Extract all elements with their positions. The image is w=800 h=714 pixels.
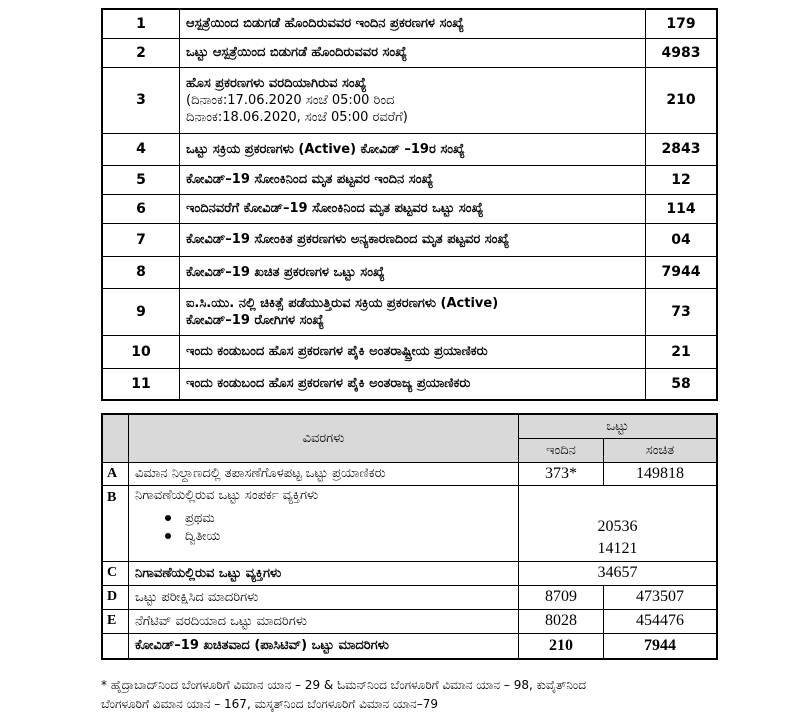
bullet-item (165, 511, 512, 526)
row-value: 12 (646, 165, 718, 194)
row-today: 8709 (519, 585, 604, 609)
header-details: ವಿವರಗಳು (129, 414, 519, 462)
row-description: ಒಟ್ಟು ಸಕ್ರಿಯ ಪ್ರಕರಣಗಳು (Active) ಕೋವಿಡ್ –19ರ ಸಂಖ್ಯೆ (180, 133, 646, 165)
table-row (102, 485, 717, 561)
table-row (102, 223, 717, 256)
row-description (129, 485, 519, 561)
table-row (102, 368, 717, 400)
table-row (102, 609, 717, 633)
row-number: 7 (102, 223, 180, 256)
row-number: 11 (102, 368, 180, 400)
bullet-dot (165, 533, 171, 539)
row-number: 6 (102, 194, 180, 223)
row-description-line3: ದಿನಾಂಕ:18.06.2020, ಸಂಜೆ 05:00 ರವರೆಗೆ) (186, 109, 408, 125)
row-description: ಒಟ್ಟು ಆಸ್ಪತ್ರೆಯಿಂದ ಬಿಡುಗಡೆ ಹೊಂದಿರುವವರ ಸಂಖ್ಯೆ (180, 38, 646, 67)
row-description: ವಿಮಾನ ನಿಲ್ದಾಣದಲ್ಲಿ ತಪಾಸಣೆಗೊಳಪಟ್ಟ ಒಟ್ಟು ಪ್ರಯಾಣಿಕರು (129, 462, 519, 485)
row-value: 58 (646, 368, 718, 400)
secondary-value: 14121 (597, 539, 638, 557)
row-value: 210 (646, 67, 718, 133)
row-cumulative: 454476 (604, 609, 718, 633)
header-total: ಒಟ್ಟು (519, 414, 718, 438)
row-label: C (102, 561, 129, 585)
row-label: A (102, 462, 129, 485)
row-description: ಆಸ್ಪತ್ರೆಯಿಂದ ಬಿಡುಗಡೆ ಹೊಂದಿರುವವರ ಇಂದಿನ ಪ್ರಕರಣಗಳ ಸಂಖ್ಯೆ (180, 9, 646, 38)
row-today: 8028 (519, 609, 604, 633)
row-number: 10 (102, 335, 180, 368)
table-row (102, 256, 717, 288)
row-description: ಇಂದು ಕಂಡುಬಂದ ಹೊಸ ಪ್ರಕರಣಗಳ ಪೈಕಿ ಅಂತರಾಜ್ಯ ಪ್ರಯಾಣಿಕರು (180, 368, 646, 400)
row-today: 210 (519, 633, 604, 659)
header-cumulative: ಸಂಚಿತ (604, 438, 718, 462)
bullet-dot (165, 515, 171, 521)
table-row (102, 288, 717, 335)
row-value: 114 (646, 194, 718, 223)
row-description (180, 67, 646, 133)
table-row (102, 633, 717, 659)
row-value: 73 (646, 288, 718, 335)
surveillance-table (101, 413, 718, 660)
primary-label: ಪ್ರಥಮ (185, 510, 215, 526)
row-description: ಕೋವಿಡ್–19 ಸೋಂಕಿತ ಪ್ರಕರಣಗಳು ಅನ್ಯಕಾರಣದಿಂದ ಮೃತ ಪಟ್ಟವರ ಸಂಖ್ಯೆ (180, 223, 646, 256)
row-description: ಕೋವಿಡ್–19 ಖಚಿತವಾದ (ಪಾಸಿಟಿವ್) ಒಟ್ಟು ಮಾದರಿಗಳು (129, 633, 519, 659)
row-value: 179 (646, 9, 718, 38)
row-value: 34657 (519, 561, 718, 585)
row-description: ಇಂದು ಕಂಡುಬಂದ ಹೊಸ ಪ್ರಕರಣಗಳ ಪೈಕಿ ಅಂತರಾಷ್ಟ್ರೀಯ ಪ್ರಯಾಣಿಕರು (180, 335, 646, 368)
row-number: 9 (102, 288, 180, 335)
table-header-row (102, 414, 717, 438)
covid-summary-table (101, 8, 718, 401)
row-description: ನೆಗೆಟಿವ್ ವರದಿಯಾದ ಒಟ್ಟು ಮಾದರಿಗಳು (129, 609, 519, 633)
row-label: B (102, 485, 129, 561)
table-row (102, 133, 717, 165)
row-value: 7944 (646, 256, 718, 288)
row-value: 2843 (646, 133, 718, 165)
row-cumulative: 473507 (604, 585, 718, 609)
row-description (180, 288, 646, 335)
row-value: 21 (646, 335, 718, 368)
table-row (102, 462, 717, 485)
footnote-line1: * ಹೈದ್ರಾಬಾದ್‌ನಿಂದ ಬೆಂಗಳೂರಿಗೆ ವಿಮಾನ ಯಾನ – 29 & ಓಮನ್‌ನಿಂದ ಬೆಂಗಳೂರಿಗೆ ವಿಮಾನ ಯಾನ – 98, ಕುವೈತ್‌ನಿಂದ (101, 678, 587, 692)
table-row (102, 335, 717, 368)
row-number: 5 (102, 165, 180, 194)
row-number: 8 (102, 256, 180, 288)
table-row (102, 38, 717, 67)
row-description-line1: ಐ.ಸಿ.ಯು. ನಲ್ಲಿ ಚಿಕಿತ್ಸೆ ಪಡೆಯುತ್ತಿರುವ ಸಕ್ರಿಯ ಪ್ರಕರಣಗಳು (Active) (186, 295, 499, 311)
row-description: ಕೋವಿಡ್–19 ಸೋಂಕಿನಿಂದ ಮೃತ ಪಟ್ಟವರ ಇಂದಿನ ಸಂಖ್ಯೆ (180, 165, 646, 194)
primary-value: 20536 (597, 517, 638, 535)
table-row (102, 9, 717, 38)
table-row (102, 165, 717, 194)
header-empty (102, 414, 129, 462)
table-row (102, 194, 717, 223)
footnote-line2: ಬೆಂಗಳೂರಿಗೆ ವಿಮಾನ ಯಾನ – 167, ಮಸ್ಕತ್‌ನಿಂದ ಬೆಂಗಳೂರಿಗೆ ವಿಮಾನ ಯಾನ–79 (101, 697, 438, 711)
row-cumulative: 149818 (604, 462, 718, 485)
header-today: ಇಂದಿನ (519, 438, 604, 462)
row-description: ನಿಗಾವಣೆಯಲ್ಲಿರುವ ಒಟ್ಟು ವ್ಯಕ್ತಿಗಳು (129, 561, 519, 585)
table-row (102, 67, 717, 133)
row-description-line1: ಹೊಸ ಪ್ರಕರಣಗಳು ವರದಿಯಾಗಿರುವ ಸಂಖ್ಯೆ (186, 75, 367, 91)
row-number: 1 (102, 9, 180, 38)
row-label (102, 633, 129, 659)
row-b-values (519, 485, 718, 561)
row-description: ಕೋವಿಡ್–19 ಖಚಿತ ಪ್ರಕರಣಗಳ ಒಟ್ಟು ಸಂಖ್ಯೆ (180, 256, 646, 288)
bullet-item (165, 529, 512, 544)
row-value: 4983 (646, 38, 718, 67)
row-description: ಇಂದಿನವರೆಗೆ ಕೋವಿಡ್–19 ಸೋಂಕಿನಿಂದ ಮೃತ ಪಟ್ಟವರ ಒಟ್ಟು ಸಂಖ್ಯೆ (180, 194, 646, 223)
row-value: 04 (646, 223, 718, 256)
row-number: 2 (102, 38, 180, 67)
row-number: 4 (102, 133, 180, 165)
row-b-title: ನಿಗಾವಣೆಯಲ್ಲಿರುವ ಒಟ್ಟು ಸಂಪರ್ಕ ವ್ಯಕ್ತಿಗಳು (135, 487, 319, 503)
row-label: D (102, 585, 129, 609)
secondary-label: ದ್ವಿತೀಯ (185, 528, 221, 544)
row-label: E (102, 609, 129, 633)
row-cumulative: 7944 (604, 633, 718, 659)
row-number: 3 (102, 67, 180, 133)
table-row (102, 561, 717, 585)
footnote (101, 676, 721, 714)
row-today: 373* (519, 462, 604, 485)
row-description: ಒಟ್ಟು ಪರೀಕ್ಷಿಸಿದ ಮಾದರಿಗಳು (129, 585, 519, 609)
row-description-line2: ಕೋವಿಡ್–19 ರೋಗಿಗಳ ಸಂಖ್ಯೆ (186, 312, 325, 328)
row-description-line2: (ದಿನಾಂಕ:17.06.2020 ಸಂಜೆ 05:00 ರಿಂದ (186, 92, 395, 108)
table-row (102, 585, 717, 609)
